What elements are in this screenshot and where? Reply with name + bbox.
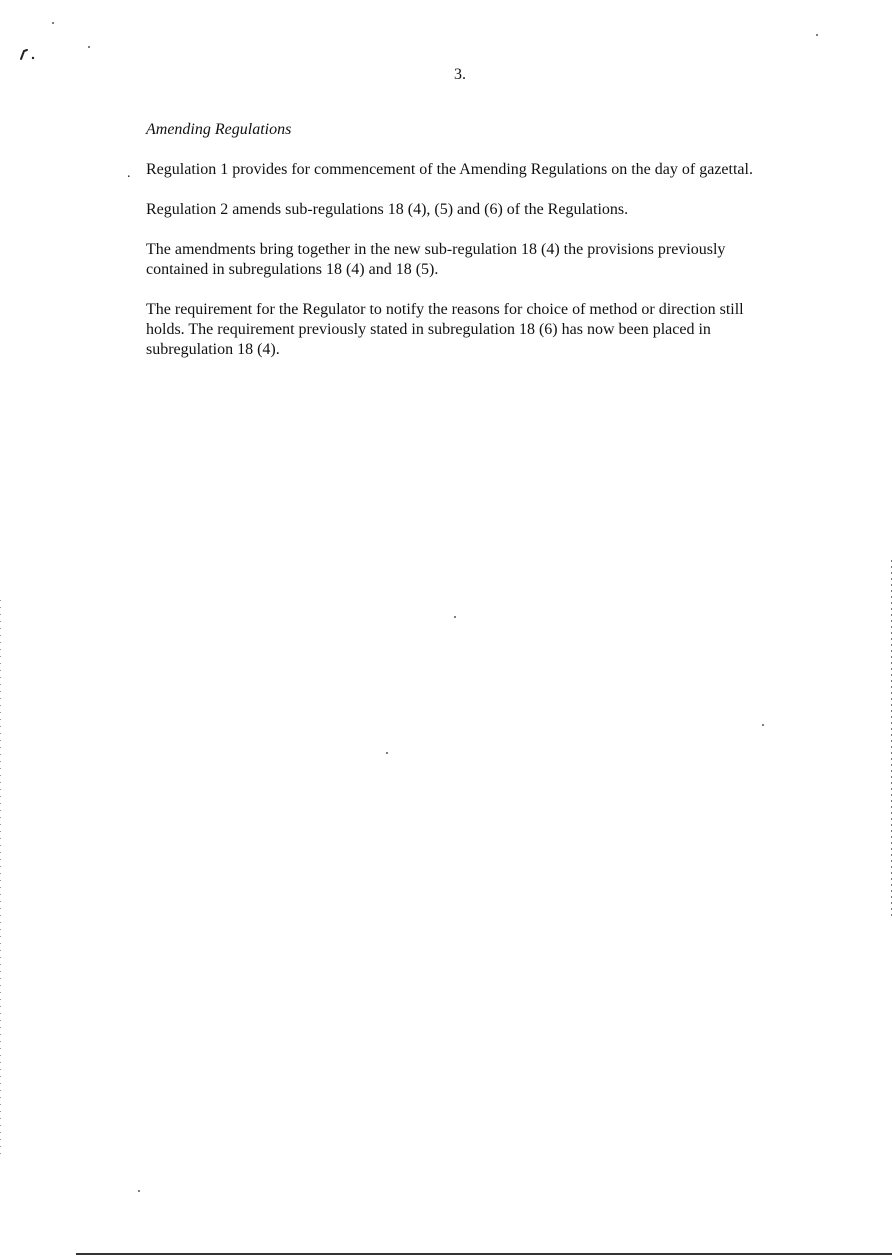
margin-tick-mark: . (127, 166, 131, 181)
scan-artifact-mark (18, 44, 42, 62)
scan-speck (454, 616, 456, 618)
paragraph-regulation-1: Regulation 1 provides for commencement of the Amending Regulations on the day of gazettal. (146, 161, 753, 178)
paragraph-amendments: The amendments bring together in the new sub-regulation 18 (4) the provisions previously contained in subregulations 18 (4) and 18 (5). (146, 241, 726, 278)
page-number: 3. (454, 66, 466, 83)
paragraph-regulation-2: Regulation 2 amends sub-regulations 18 (4), (5) and (6) of the Regulations. (146, 201, 629, 218)
scan-speck (52, 22, 54, 24)
scan-speck (138, 1190, 140, 1192)
scan-speck (88, 46, 90, 48)
scan-speck (386, 752, 388, 754)
scan-edge-left (0, 600, 1, 1160)
scan-speck (762, 724, 764, 726)
paragraph-requirement: The requirement for the Regulator to notify the reasons for choice of method or direction still holds. The requirement previously stated in subregulation 18 (6) has now been placed in subregulation 18 (4). (146, 301, 744, 358)
scan-bottom-edge (76, 1253, 892, 1255)
scan-speck (816, 34, 818, 36)
section-heading: Amending Regulations (146, 121, 292, 138)
document-body (146, 120, 786, 380)
